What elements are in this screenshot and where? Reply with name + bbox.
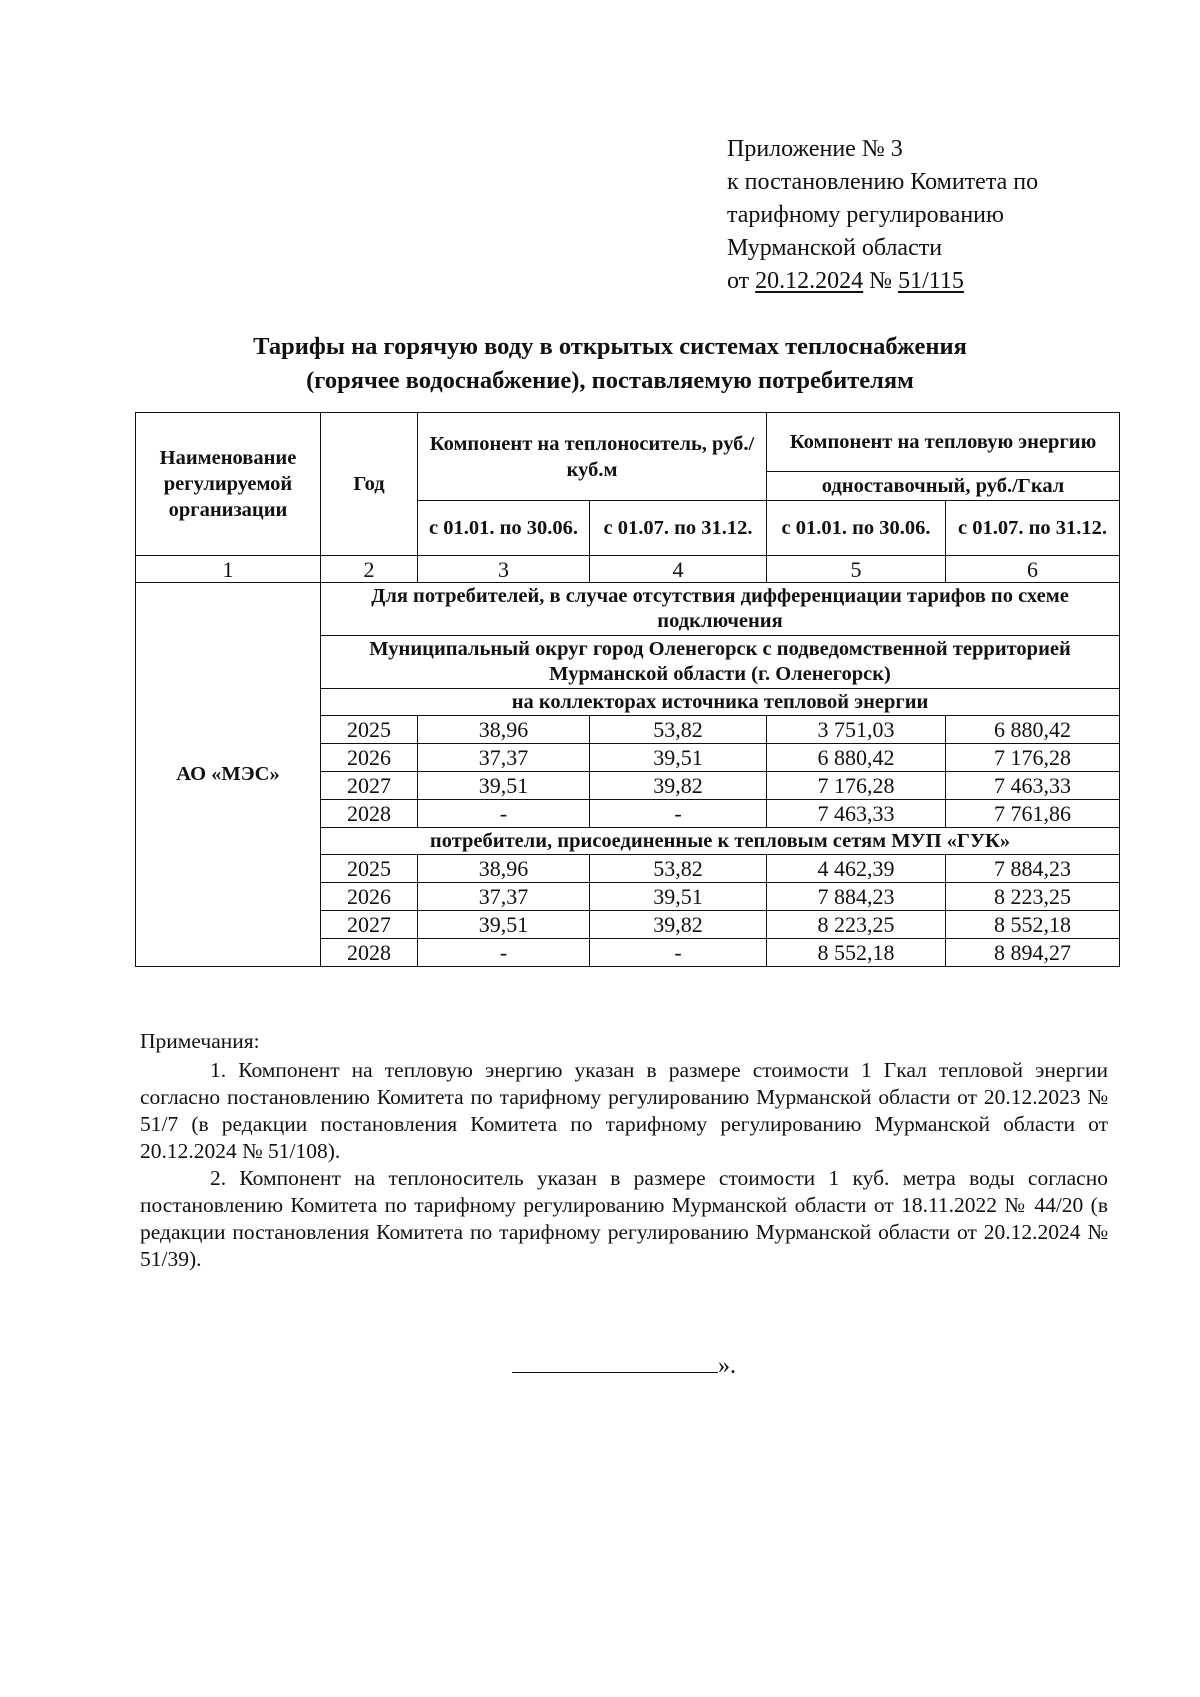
column-number: 4 bbox=[590, 556, 767, 583]
row-year: 2028 bbox=[321, 800, 418, 828]
appendix-number-sign: № bbox=[863, 268, 899, 294]
notes-section bbox=[140, 1028, 1108, 1273]
energy-h1: 8 552,18 bbox=[767, 939, 946, 967]
energy-h1: 4 462,39 bbox=[767, 855, 946, 883]
row-year: 2027 bbox=[321, 772, 418, 800]
energy-h2: 7 761,86 bbox=[946, 800, 1120, 828]
group-label-guk-network: потребители, присоединенные к тепловым сетям МУП «ГУК» bbox=[321, 828, 1120, 855]
energy-h1: 7 176,28 bbox=[767, 772, 946, 800]
organization-name: АО «МЭС» bbox=[136, 583, 321, 967]
carrier-h1: 38,96 bbox=[418, 855, 590, 883]
carrier-h2: 39,82 bbox=[590, 772, 767, 800]
column-number: 6 bbox=[946, 556, 1120, 583]
column-number: 3 bbox=[418, 556, 590, 583]
energy-h1: 8 223,25 bbox=[767, 911, 946, 939]
carrier-h2: 53,82 bbox=[590, 855, 767, 883]
header-heat-energy: Компонент на тепловую энергию bbox=[767, 413, 1120, 472]
document-title bbox=[130, 330, 1090, 398]
energy-h1: 7 463,33 bbox=[767, 800, 946, 828]
appendix-line-3: тарифному регулированию bbox=[727, 202, 1004, 228]
row-year: 2026 bbox=[321, 883, 418, 911]
header-period-energy-h2: с 01.07. по 31.12. bbox=[946, 501, 1120, 556]
carrier-h2: 53,82 bbox=[590, 716, 767, 744]
carrier-h1: - bbox=[418, 800, 590, 828]
appendix-from: от bbox=[727, 268, 756, 294]
header-heat-carrier: Компонент на теплоноситель, руб./куб.м bbox=[418, 413, 767, 501]
appendix-line-1: Приложение № 3 bbox=[727, 136, 903, 162]
appendix-number: 51/115 bbox=[898, 268, 964, 294]
title-line-1: Тарифы на горячую воду в открытых системах теплоснабжения bbox=[253, 333, 967, 360]
notes-header: Примечания: bbox=[140, 1029, 260, 1053]
note-item: 1. Компонент на тепловую энергию указан в размере стоимости 1 Гкал тепловой энергии согласно постановлению Комитета по тарифному регулированию Мурманской области от 20.12.2023 № 51/7 (в редакции постановления Комитета по тарифному регулированию Мурманской области от 20.12.2024 № 51/108). bbox=[140, 1058, 1108, 1163]
note-item: 2. Компонент на теплоноситель указан в размере стоимости 1 куб. метра воды согласно постановлению Комитета по тарифному регулированию Мурманской области от 18.11.2022 № 44/20 (в редакции постановления Комитета по тарифному регулированию Мурманской области от 20.12.2024 № 51/39). bbox=[140, 1166, 1108, 1271]
column-number: 2 bbox=[321, 556, 418, 583]
title-line-2: (горячее водоснабжение), поставляемую потребителям bbox=[306, 367, 914, 394]
carrier-h2: - bbox=[590, 800, 767, 828]
appendix-line-2: к постановлению Комитета по bbox=[727, 169, 1039, 195]
row-year: 2027 bbox=[321, 911, 418, 939]
energy-h2: 7 463,33 bbox=[946, 772, 1120, 800]
carrier-h1: 37,37 bbox=[418, 883, 590, 911]
energy-h1: 7 884,23 bbox=[767, 883, 946, 911]
energy-h1: 3 751,03 bbox=[767, 716, 946, 744]
header-organization: Наименование регулируемой организации bbox=[136, 413, 321, 556]
section-municipality: Муниципальный округ город Оленегорск с подведомственной территорией Мурманской области (г. Оленегорск) bbox=[321, 636, 1120, 689]
column-number: 5 bbox=[767, 556, 946, 583]
energy-h2: 8 552,18 bbox=[946, 911, 1120, 939]
carrier-h2: 39,51 bbox=[590, 744, 767, 772]
row-year: 2026 bbox=[321, 744, 418, 772]
row-year: 2025 bbox=[321, 855, 418, 883]
header-period-carrier-h1: с 01.01. по 30.06. bbox=[418, 501, 590, 556]
closing-mark bbox=[512, 1352, 736, 1380]
carrier-h2: - bbox=[590, 939, 767, 967]
carrier-h1: 38,96 bbox=[418, 716, 590, 744]
energy-h1: 6 880,42 bbox=[767, 744, 946, 772]
appendix-line-5 bbox=[727, 265, 1038, 298]
carrier-h2: 39,51 bbox=[590, 883, 767, 911]
closing-line bbox=[512, 1352, 718, 1373]
energy-h2: 8 894,27 bbox=[946, 939, 1120, 967]
header-period-energy-h1: с 01.01. по 30.06. bbox=[767, 501, 946, 556]
row-year: 2028 bbox=[321, 939, 418, 967]
energy-h2: 6 880,42 bbox=[946, 716, 1120, 744]
energy-h2: 7 176,28 bbox=[946, 744, 1120, 772]
closing-quote: ». bbox=[718, 1353, 736, 1379]
appendix-date: 20.12.2024 bbox=[755, 268, 864, 294]
section-no-differentiation: Для потребителей, в случае отсутствия дифференциации тарифов по схеме подключения bbox=[321, 583, 1120, 636]
header-single-rate: одноставочный, руб./Гкал bbox=[767, 472, 1120, 501]
header-year: Год bbox=[321, 413, 418, 556]
energy-h2: 7 884,23 bbox=[946, 855, 1120, 883]
tariff-table bbox=[135, 412, 1120, 967]
appendix-header bbox=[727, 133, 1038, 298]
carrier-h1: 37,37 bbox=[418, 744, 590, 772]
group-label-collectors: на коллекторах источника тепловой энергии bbox=[321, 689, 1120, 716]
carrier-h2: 39,82 bbox=[590, 911, 767, 939]
column-number: 1 bbox=[136, 556, 321, 583]
energy-h2: 8 223,25 bbox=[946, 883, 1120, 911]
carrier-h1: 39,51 bbox=[418, 911, 590, 939]
row-year: 2025 bbox=[321, 716, 418, 744]
header-period-carrier-h2: с 01.07. по 31.12. bbox=[590, 501, 767, 556]
appendix-line-4: Мурманской области bbox=[727, 235, 943, 261]
carrier-h1: 39,51 bbox=[418, 772, 590, 800]
carrier-h1: - bbox=[418, 939, 590, 967]
